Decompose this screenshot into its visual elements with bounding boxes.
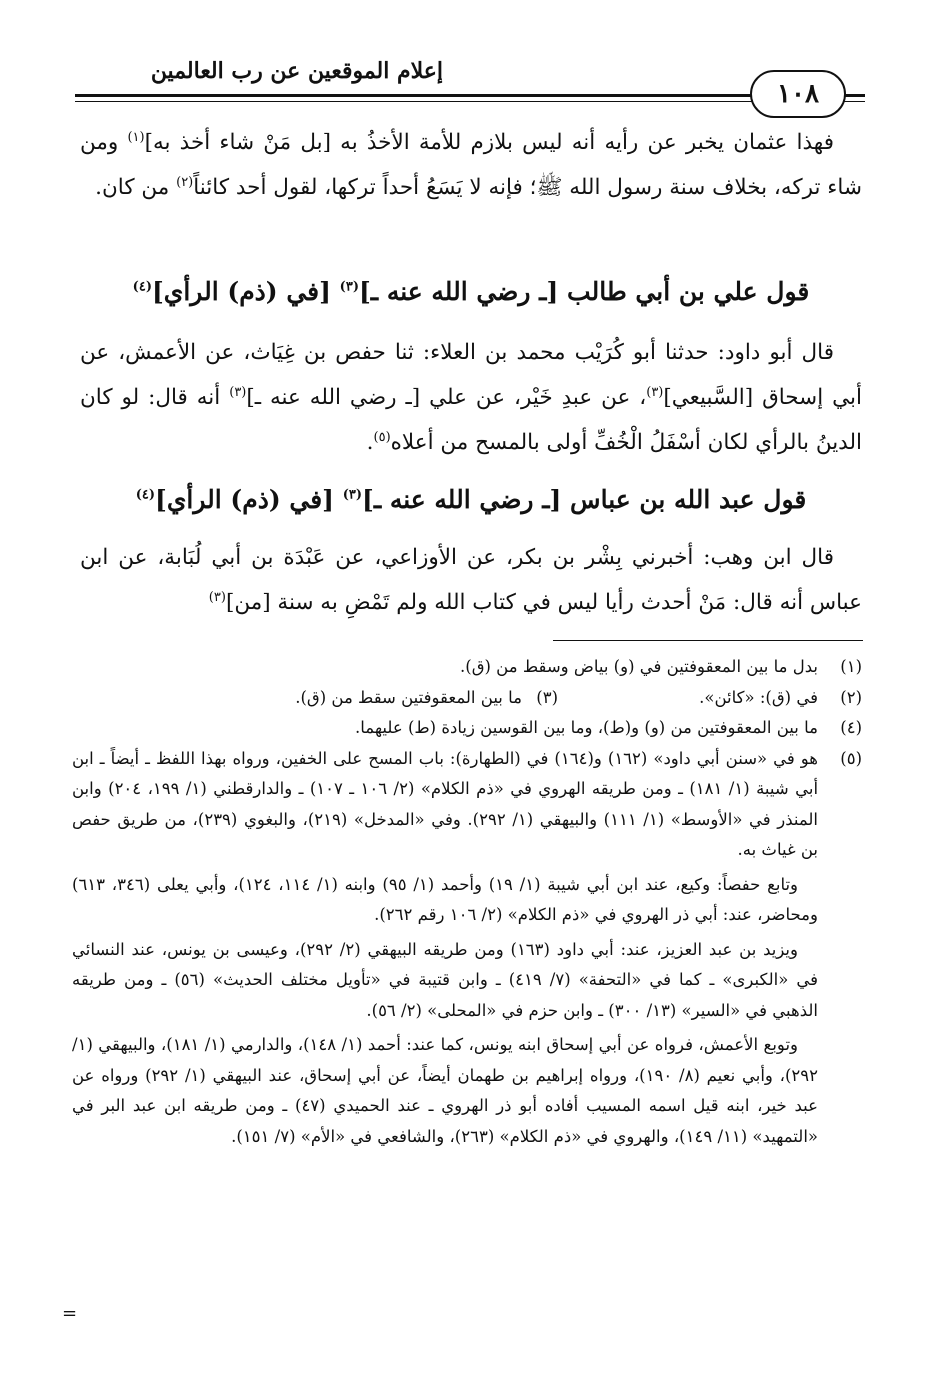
header-rule-thick <box>75 94 778 97</box>
body-paragraph-2: قال أبو داود: حدثنا أبو كُرَيْب محمد بن العلاء: ثنا حفص بن غِيَاث، عن الأعمش، عن أبي إسحاق [السَّبيعي]$^{(٣)}$، عن عبدِ خَيْر، عن علي [ـ رضي الله عنه ـ]$^{(٣)}$ أنه قال: لو كان الدينُ بالرأي لكان أسْفَلُ الْخُفِّ أولى بالمسح من أعلاه$^{(٥)}$. <box>80 340 863 455</box>
footnote-1: (١) بدل ما بين المعقوفتين في (و) بياض وسقط من (ق). <box>460 657 862 676</box>
header-rule-thin <box>75 101 778 102</box>
footnote-ref[interactable]: (٤) <box>132 279 152 295</box>
section-heading-ali: قول علي بن أبي طالب [ـ رضي الله عنه ـ]$^{(٣)}$ [في (ذم) الرأي]$^{(٤)}$ <box>132 277 810 306</box>
p1-text3: من كان. <box>95 175 177 200</box>
page-number: ١٠٨ <box>777 79 819 109</box>
footnote-ref[interactable]: (٣) <box>342 487 362 503</box>
footnote-5-para-2: ويزيد بن عبد العزيز، عند: أبي داود (١٦٣) ومن طريقه البيهقي (٢/ ٢٩٢)، وعيسى بن يونس، عند النسائي في «الكبرى» ـ كما في «التحفة» (٧/ ٤١٩) ـ وابن قتيبة في «تأويل مختلف الحديث» (٥٦) ـ ومن طريقه الذهبي في «السير» (١٣/ ٣٠٠) ـ وابن حزم في «المحلى» (٢/ ٥٦). <box>72 939 818 1020</box>
footnote-ref[interactable]: (٣) <box>208 589 226 605</box>
footnote-ref[interactable]: (١) <box>127 129 145 145</box>
footnote-ref[interactable]: (٥) <box>373 429 391 445</box>
section-heading-ibn-abbas: قول عبد الله بن عباس [ـ رضي الله عنه ـ]$^{(٣)}$ [في (ذم) الرأي]$^{(٤)}$ <box>135 485 807 514</box>
footnote-ref[interactable]: (٣) <box>339 279 359 295</box>
footnote-5-para-1: وتابع حفصاً: وكيع، عند ابن أبي شيبة (١/ ١٩) وأحمد (١/ ٩٥) وابنه (١/ ١١٤، ١٢٤)، وأبي يعلى (٣٤٦، ٦١٣) ومحاضر، عند: أبي ذر الهروي في «ذم الكلام» (٢/ ١٠٦ رقم ٢٦٢). <box>72 874 818 924</box>
footnote-ref[interactable]: (٣) <box>646 384 664 400</box>
p1-text: فهذا عثمان يخبر عن رأيه أنه ليس بلازم للأمة الأخذُ به [بل مَنْ شاء أخذ به] <box>144 130 834 155</box>
footnote-5: (٥) هو في «سنن أبي داود» (١٦٢) و(١٦٤) في (الطهارة): باب المسح على الخفين، ورواه بهذا اللفظ ـ أيضاً ـ ابن أبي شيبة (١/ ١٨١) ـ ومن طريقه الهروي في «ذم الكلام» (٢/ ١٠٦ ـ ١٠٧) ـ والدارقطني (١/ ١٩٩، ٢٠٤) وابن المنذر في «الأوسط» (١/ ١١١) والبيهقي (١/ ٢٩٢). وفي «المدخل» (٢١٩)، والبغوي (٢٣٩)، من طريق حفص بن غياث به. <box>72 748 862 859</box>
p1-text2: ومن شاء تركه، بخلاف سنة رسول الله ﷺ؛ فإنه لا يَسَعُ أحداً تركها، لقول أحد كائناً <box>80 130 862 200</box>
footnote-5-para-3: وتوبع الأعمش، فرواه عن أبي إسحاق ابنه يونس، كما عند: أحمد (١/ ١٤٨)، والدارمي (١/ ١٨١)، والبيهقي (١/ ٢٩٢)، وأبي نعيم (٨/ ١٩٠)، ورواه إبراهيم بن طهمان أيضاً، عن أبي إسحاق، عند البيهقي (١/ ٢٩٢) ورواه عن عبد خير، ابنه قيل اسمه المسيب أفاده أبو ذر الهروي ـ عند الحميدي (٤٧) ـ ومن طريقه ابن عبد البر في «التمهيد» (١١/ ١٤٩)، والهروي في «ذم الكلام» (٢٦٣)، والشافعي في «الأم» (٧/ ١٥١). <box>72 1035 819 1146</box>
footnote-ref[interactable]: (٣) <box>229 384 247 400</box>
footnote-4: (٤) ما بين المعقوفتين من (و) و(ط)، وما بين القوسين زيادة (ط) عليهما. <box>355 718 862 737</box>
footnote-ref[interactable]: (٤) <box>135 487 155 503</box>
footnote-separator <box>553 640 863 641</box>
footnotes <box>72 652 862 1152</box>
body-paragraph-3: قال ابن وهب: أخبرني بِشْر بن بكر، عن الأوزاعي، عن عَبْدَة بن أبي لُبَابة، عن ابن عباس أنه قال: مَنْ أحدث رأيا ليس في كتاب الله ولم تَمْضِ به سنة [من]$^{(٣)}$ <box>80 545 862 615</box>
body-paragraph-1 <box>80 120 862 210</box>
page-number-badge <box>750 70 846 118</box>
footnote-ref[interactable]: (٢) <box>176 174 194 190</box>
footnote-2-3: (٢) في (ق): «كائن». (٣) ما بين المعقوفتين سقط من (ق). <box>295 687 862 707</box>
running-header-title: إعلام الموقعين عن رب العالمين <box>150 58 443 84</box>
continuation-mark: = <box>62 1303 78 1324</box>
